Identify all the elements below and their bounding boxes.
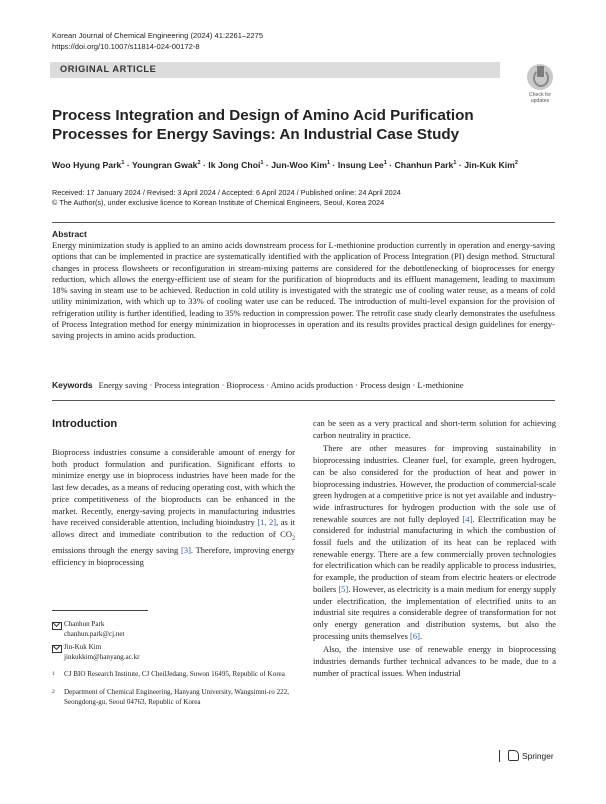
author-list: Woo Hyung Park$^1$ · Youngran Gwak$^2$ · Ik Jong Choi$^1$ · Jun-Woo Kim$^1$ · Insung Lee$^1$ · Chanhun Park$^1$ · Jin-Kuk Kim$^2$ — [52, 160, 518, 170]
article-history — [52, 188, 401, 208]
keywords-label: Keywords — [52, 380, 93, 390]
affiliation-text: CJ BIO Research Institute, CJ CheilJedang, Suwon 16495, Republic of Korea — [64, 670, 285, 679]
publisher-logo — [508, 750, 554, 761]
introduction-heading: Introduction — [52, 418, 118, 430]
author[interactable]: Chanhun Park$^1$ — [394, 160, 457, 170]
mail-icon — [52, 622, 62, 630]
affiliation-number: 1 — [52, 671, 55, 678]
intro-paragraph: can be seen as a very practical and short-term solution for achieving carbon neutrality in practice. — [313, 418, 556, 440]
author[interactable]: Jin-Kuk Kim$^2$ — [464, 160, 518, 170]
intro-paragraph: Also, the intensive use of renewable energy in bioprocessing industries demands further technical advances to be made, due to a number of practical issues. When industrial — [313, 644, 556, 678]
divider — [52, 400, 555, 401]
citation-link[interactable]: [3] — [181, 545, 191, 556]
journal-header — [52, 30, 263, 52]
divider — [52, 222, 555, 223]
citation-link[interactable]: [5] — [338, 583, 349, 594]
affiliation-number: 2 — [52, 688, 55, 695]
dates-line: Received: 17 January 2024 / Revised: 3 April 2024 / Accepted: 6 April 2024 / Published online: 24 April 2024 — [52, 188, 401, 197]
footer-divider — [499, 750, 500, 762]
affiliation — [52, 670, 295, 680]
corresponding-name: Jin-Kuk Kim — [64, 643, 102, 652]
citation-link[interactable]: [1, 2] — [257, 517, 277, 528]
abstract-text: Energy minimization study is applied to an amino acids downstream process for L-methionine production currently in operation and energy-saving options that can be implemented in practice are systematically identified with the application of Process Integration (PI) design method. Structural changes in process flowsheets or reconfiguration in stream-mixing patterns are considered for the debottlenecking of bioprocesses for energy reduction, which allows the energy-efficient use of steam for the purification of bioproducts and its effluent management, leading to maximum 18% saving in steam use to be achieved. Reduction in cold utility is investigated with the strategic use of cooling water reuse, as a means of cold utility minimization, with which up to 33% of cooling water use can be reduced. The introduction of multi-level expansion for the provision of refrigeration utility is further identified, leading to 35% reduction in compression power. The retrofit case study clearly demonstrates the usefulness of Process Integration method for energy minimization in bioprocesses in operation and its results provides practical design guidelines for energy-saving projects in amino acids production. — [52, 240, 555, 341]
corresponding-name: Chanhun Park — [64, 620, 105, 628]
keywords-text: Energy saving · Process integration · Bioprocess · Amino acids production · Process design · L-methionine — [98, 380, 464, 390]
author[interactable]: Insung Lee$^1$ — [337, 160, 387, 170]
author[interactable]: Woo Hyung Park$^1$ — [52, 160, 125, 170]
citation-link[interactable]: [4] — [462, 513, 473, 524]
article-title: Process Integration and Design of Amino Acid Purification Processes for Energy Savings: An Industrial Case Study — [52, 107, 474, 143]
intro-left-column — [52, 447, 295, 569]
keywords — [52, 380, 555, 390]
check-updates-label: Check for updates — [528, 92, 552, 104]
footnote-divider — [52, 610, 148, 611]
doi-link[interactable]: https://doi.org/10.1007/s11814-024-00172-8 — [52, 42, 200, 51]
corresponding-email[interactable]: jinkukkim@hanyang.ac.kr — [64, 652, 140, 661]
check-updates-icon — [527, 64, 553, 90]
intro-right-column — [313, 418, 556, 679]
abstract-heading: Abstract — [52, 229, 87, 239]
affiliation-text: Department of Chemical Engineering, Hanyang University, Wangsimni-ro 222, Seongdong-gu, Seoul 04763, Republic of Korea — [64, 687, 289, 706]
intro-paragraph: Bioprocess industries consume a considerable amount of energy for both product formulation and purification. Significant efforts to minimize energy use in bioprocess industries have been made for the last few decades, as a means of reducing operating cost, with which the price competitiveness of the bioproducts can be enhanced in the market. Recently, energy-saving projects in manufacturing industries have received considerable attention, including bioindustry [1, 2], as it allows direct and immediate contribution to the reduction of $CO_2$ emissions through the energy saving [3]. Therefore, improving energy efficiency in bioprocessing — [52, 447, 295, 568]
author[interactable]: Jun-Woo Kim$^1$ — [271, 160, 331, 170]
mail-icon — [52, 645, 62, 653]
publisher-name: Springer — [522, 750, 554, 761]
check-for-updates-badge[interactable] — [522, 64, 558, 104]
journal-citation: Korean Journal of Chemical Engineering (2024) 41:2261–2275 — [52, 31, 264, 40]
article-type-banner — [50, 62, 500, 78]
affiliation — [52, 688, 295, 707]
correspondence-block — [52, 620, 295, 707]
corresponding-email[interactable]: chanhun.park@cj.net — [64, 629, 125, 638]
citation-link[interactable]: [6] — [410, 630, 420, 641]
article-type-label: ORIGINAL ARTICLE — [60, 64, 157, 74]
springer-horse-icon — [508, 750, 519, 761]
intro-paragraph: There are other measures for improving sustainability in bioprocessing industries. Cleaner fuel, for example, green hydrogen, can be also considered for the production of heat and power in bioprocessing industries. However, the production of commercial-scale green hydrogen at a competitive price is not yet available and industry-wide infrastructures for hydrogen production with the sole use of renewable sources are not fully deployed [4]. Electrification may be considered for industrial manufacturing in which the combustion of fossil fuels and the utilization of its heat can be replaced with renewable energy. There are a few commercially proven technologies for electrification which can be readily applicable to process industries, for example, the production of steam from electric heaters or electrode boilers [5]. However, as electricity is a main medium for energy supply under electrification, the implementation of electrified units to an industrial site requires a considerable degree of transformation for not only energy generation and distribution systems, but also the processing units themselves [6]. — [313, 443, 556, 641]
author[interactable]: Youngran Gwak$^2$ — [132, 160, 201, 170]
copyright-line: © The Author(s), under exclusive licence to Korean Institute of Chemical Engineers, Seoul, Korea 2024 — [52, 198, 385, 207]
corresponding-author — [52, 620, 295, 639]
corresponding-author — [52, 643, 295, 662]
author[interactable]: Ik Jong Choi$^1$ — [208, 160, 264, 170]
